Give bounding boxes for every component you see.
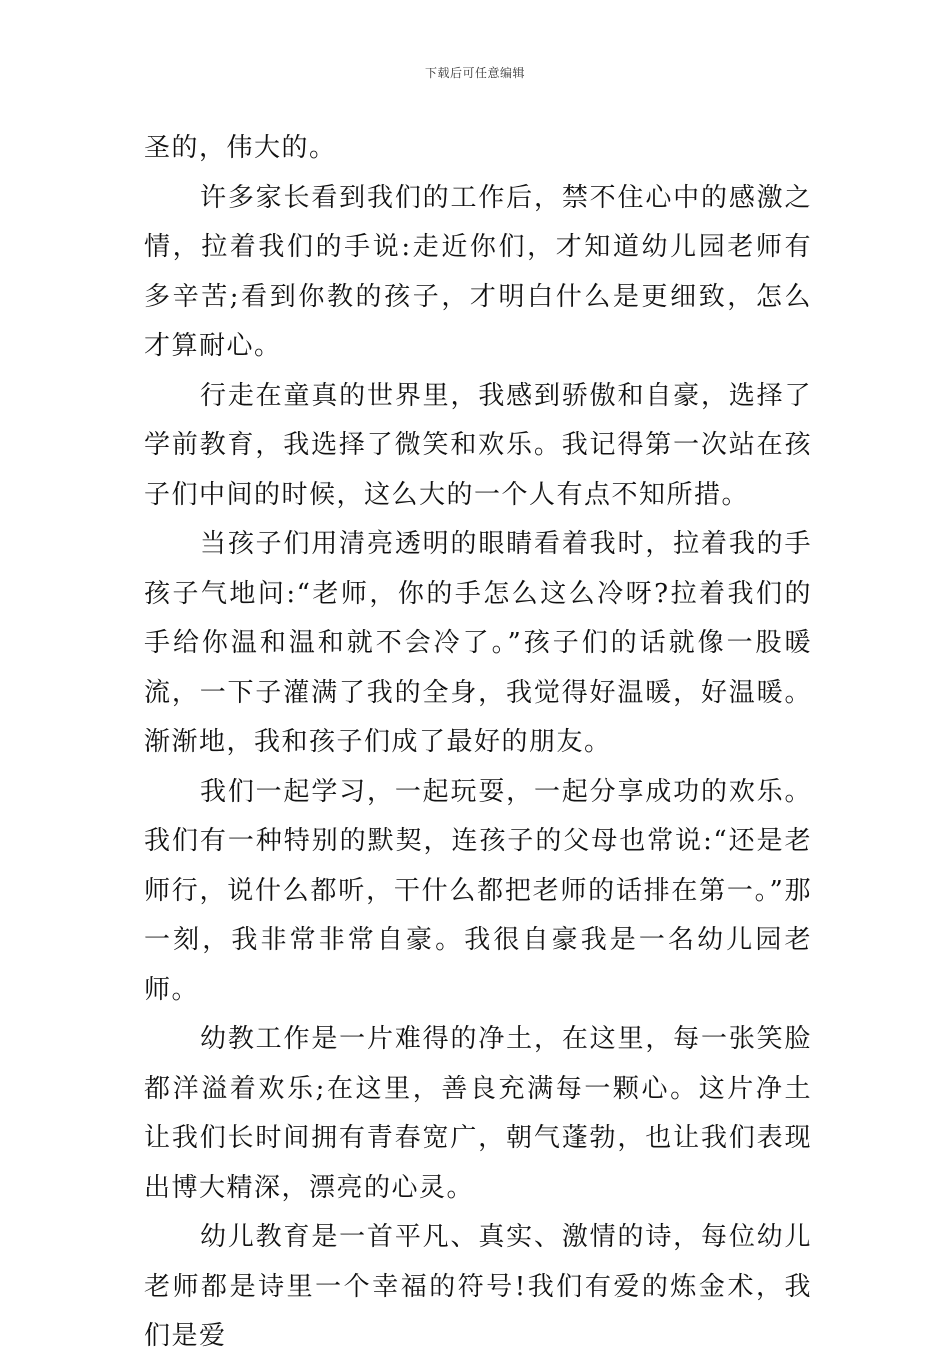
document-body [144, 124, 812, 1362]
paragraph: 许多家长看到我们的工作后，禁不住心中的感激之情，拉着我们的手说:走近你们，才知道幼儿园老师有多辛苦;看到你教的孩子，才明白什么是更细致，怎么才算耐心。 [144, 182, 812, 361]
paragraph: 幼教工作是一片难得的净土，在这里，每一张笑脸都洋溢着欢乐;在这里，善良充满每一颗心。这片净土让我们长时间拥有青春宽广，朝气蓬勃，也让我们表现出博大精深，漂亮的心灵。 [144, 1024, 812, 1203]
paragraph: 幼儿教育是一首平凡、真实、激情的诗，每位幼儿老师都是诗里一个幸福的符号!我们有爱的炼金术，我们是爱 [144, 1222, 812, 1351]
paragraph: 圣的，伟大的。 [144, 133, 337, 163]
paragraph: 当孩子们用清亮透明的眼睛看着我时，拉着我的手孩子气地问:“老师，你的手怎么这么冷呀?拉着我们的手给你温和温和就不会冷了。”孩子们的话就像一股暖流，一下子灌满了我的全身，我觉得好温暖，好温暖。渐渐地，我和孩子们成了最好的朋友。 [144, 529, 812, 757]
page-header: 下载后可任意编辑 [424, 66, 525, 80]
paragraph: 行走在童真的世界里，我感到骄傲和自豪，选择了学前教育，我选择了微笑和欢乐。我记得第一次站在孩子们中间的时候，这么大的一个人有点不知所措。 [144, 380, 812, 510]
paragraph: 我们一起学习，一起玩耍，一起分享成功的欢乐。我们有一种特别的默契，连孩子的父母也常说:“还是老师行，说什么都听，干什么都把老师的话排在第一。”那一刻，我非常非常自豪。我很自豪我是一名幼儿园老师。 [144, 776, 812, 1005]
